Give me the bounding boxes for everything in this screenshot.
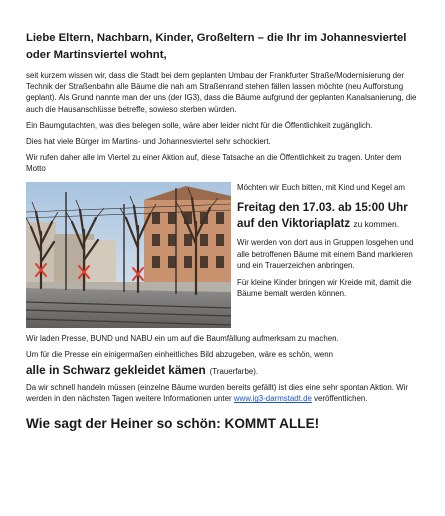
event-date-location: Freitag den 17.03. ab 15:00 Uhr auf den Viktoriaplatz — [237, 201, 408, 231]
paragraph-aufruf: Wir rufen daher alle im Viertel zu einer Aktion auf, diese Tatsache an die Öffentlichkeit zu tragen. Unter dem Motto — [26, 153, 402, 174]
street-photo-illustration — [26, 182, 231, 328]
paragraph-gutachten: Ein Baumgutachten, was dies belegen solle, wäre aber leider nicht für die Öffentlichkeit zugänglich. — [26, 120, 373, 130]
flyer-page — [26, 30, 421, 431]
paragraph-schockiert: Dies hat viele Bürger im Martins- und Johannesviertel sehr schockiert. — [26, 137, 271, 147]
dress-code — [26, 363, 421, 377]
dress-code-note: (Trauerfarbe). — [209, 367, 259, 377]
paragraph-info — [26, 382, 421, 404]
photo-and-event-row — [26, 182, 421, 328]
plan-text: Wir werden von dort aus in Gruppen losgehen und alle betroffenen Bäume mit einem Band markieren und ein Trauerzeichen anbringen. — [237, 238, 414, 271]
info-text: Da wir schnell handeln müssen (einzelne Bäume wurden bereits gefällt) ist dies eine sehr spontan Aktion. Wir werden in den nächsten Tagen weitere Informationen unter — [26, 383, 409, 404]
event-time-place — [237, 200, 421, 232]
invite-text: Möchten wir Euch bitten, mit Kind und Kegel am — [237, 182, 405, 192]
event-details — [231, 182, 421, 328]
event-come-text: zu kommen. — [353, 219, 400, 230]
intro-paragraph: seit kurzem wissen wir, dass die Stadt bei dem geplanten Umbau der Frankfurter Straße/Modernisierung der Technik der Straßenbahn alle Bäume die nah am Straßenrand stehen fällen lassen möchte (neu Aufforstung geplant). Als Grund nannte man der uns (der IG3), dass die Bäume aufgrund der geplanten Kanalsanierung, die auch die Hausanschlüsse betreffe, sowieso sterben würden. — [26, 71, 417, 114]
paragraph-presse: Wir laden Presse, BUND und NABU ein um auf die Baumfällung aufmerksam zu machen. — [26, 333, 339, 343]
flyer-heading: Liebe Eltern, Nachbarn, Kinder, Großeltern – die Ihr im Johannesviertel oder Martinsviertel wohnt, — [26, 32, 407, 61]
paragraph-einheitlich: Um für die Presse ein einigermaßen einheitliches Bild abzugeben, wäre es schön, wenn — [26, 349, 334, 359]
street-photo — [26, 182, 231, 328]
ig3-website-link[interactable]: www.ig3-darmstadt.de — [233, 394, 312, 404]
kids-chalk-text: Für kleine Kinder bringen wir Kreide mit, damit die Bäume bemalt werden können. — [237, 277, 412, 299]
closing-slogan: Wie sagt der Heiner so schön: KOMMT ALLE! — [26, 416, 320, 432]
info-text-end: veröffentlichen. — [314, 394, 368, 404]
dress-code-main: alle in Schwarz gekleidet kämen — [26, 363, 206, 378]
